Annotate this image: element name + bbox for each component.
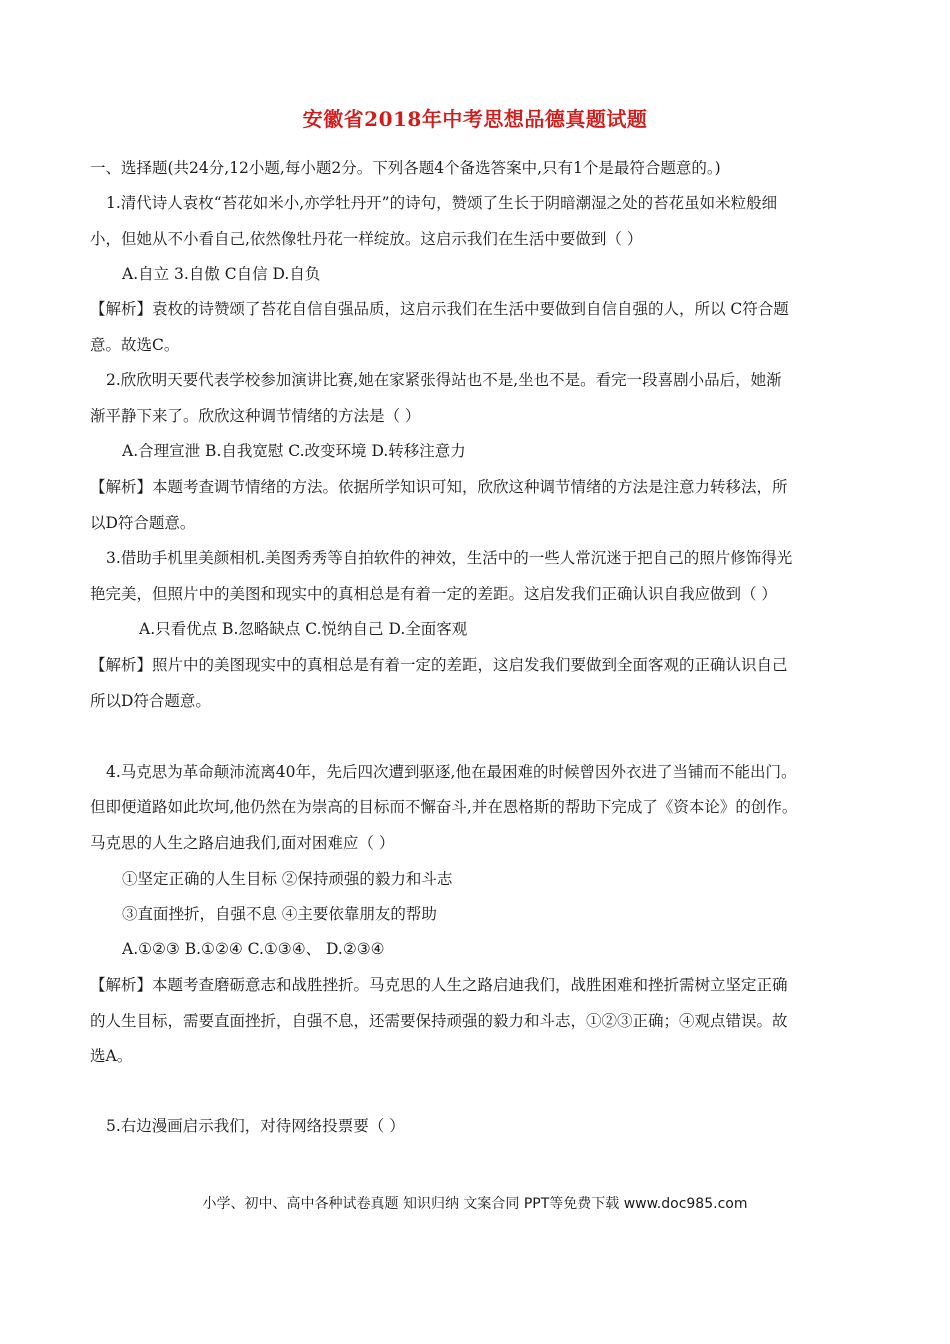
question-2-stem-line-2: 渐平静下来了。欣欣这种调节情绪的方法是（ ） xyxy=(90,407,421,425)
document-title: 安徽省2018年中考思想品德真题试题 xyxy=(302,107,648,131)
question-1-stem-line-1: 1.清代诗人袁枚“苔花如米小,亦学牡丹开”的诗句，赞颂了生长于阴暗潮湿之处的苔花虽如米粒般细 xyxy=(106,194,778,212)
question-3-options: A.只看优点 B.忽略缺点 C.悦纳自己 D.全面客观 xyxy=(139,620,468,638)
question-4-analysis-line-2: 的人生目标，需要直面挫折，自强不息，还需要保持顽强的毅力和斗志，①②③正确；④观点错误。故 xyxy=(90,1012,788,1030)
question-2-analysis-line-2: 以D符合题意。 xyxy=(90,514,196,532)
question-4-stem-line-2: 但即便道路如此坎坷,他仍然在为崇高的目标而不懈奋斗,并在恩格斯的帮助下完成了《资本论》的创作。 xyxy=(90,798,798,816)
question-2-analysis-line-1: 【解析】本题考查调节情绪的方法。依据所学知识可知，欣欣这种调节情绪的方法是注意力转移法，所 xyxy=(90,478,788,496)
question-4-analysis-line-3: 选A。 xyxy=(90,1047,133,1065)
question-4-stem-line-3: 马克思的人生之路启迪我们,面对困难应（ ） xyxy=(90,834,395,852)
page-footer: 小学、初中、高中各种试卷真题 知识归纳 文案合同 PPT等免费下载 www.doc985.com xyxy=(202,1196,748,1212)
question-3-analysis-line-2: 所以D符合题意。 xyxy=(90,692,211,710)
question-5-stem-line-1: 5.右边漫画启示我们，对待网络投票要（ ） xyxy=(106,1117,405,1135)
question-1-options: A.自立 3.自傲 C自信 D.自负 xyxy=(122,265,321,283)
question-4-analysis-line-1: 【解析】本题考查磨砺意志和战胜挫折。马克思的人生之路启迪我们，战胜困难和挫折需树立坚定正确 xyxy=(90,976,788,994)
question-2-stem-line-1: 2.欣欣明天要代表学校参加演讲比赛,她在家紧张得站也不是,坐也不是。看完一段喜剧小品后，她渐 xyxy=(106,371,782,389)
question-3-analysis-line-1: 【解析】照片中的美图现实中的真相总是有着一定的差距，这启发我们要做到全面客观的正确认识自己 xyxy=(90,656,788,674)
question-1-analysis-line-2: 意。故选C。 xyxy=(90,336,180,354)
question-2-options: A.合理宣泄 B.自我宽慰 C.改变环境 D.转移注意力 xyxy=(122,442,466,460)
question-4-options: A.①②③ B.①②④ C.①③④、 D.②③④ xyxy=(122,940,385,958)
question-1-analysis-line-1: 【解析】袁枚的诗赞颂了苔花自信自强品质，这启示我们在生活中要做到自信自强的人，所以 C符合题 xyxy=(90,300,789,318)
question-3-stem-line-1: 3.借助手机里美颜相机.美图秀秀等自拍软件的神效，生活中的一些人常沉迷于把自己的照片修饰得光 xyxy=(106,549,793,567)
question-4-statements-line-1: ①坚定正确的人生目标 ②保持顽强的毅力和斗志 xyxy=(122,870,453,888)
section-heading: 一、选择题(共24分,12小题,每小题2分。下列各题4个备选答案中,只有1个是最符合题意的。) xyxy=(90,159,721,177)
question-4-statements-line-2: ③直面挫折，自强不息 ④主要依靠朋友的帮助 xyxy=(122,905,437,923)
question-3-stem-line-2: 艳完美，但照片中的美图和现实中的真相总是有着一定的差距。这启发我们正确认识自我应做到（ ） xyxy=(90,585,777,603)
question-1-stem-line-2: 小，但她从不小看自己,依然像牡丹花一样绽放。这启示我们在生活中要做到（ ） xyxy=(90,230,643,248)
question-4-stem-line-1: 4.马克思为革命颠沛流离40年，先后四次遭到驱逐,他在最困难的时候曾因外衣进了当铺而不能出门。 xyxy=(106,763,797,781)
